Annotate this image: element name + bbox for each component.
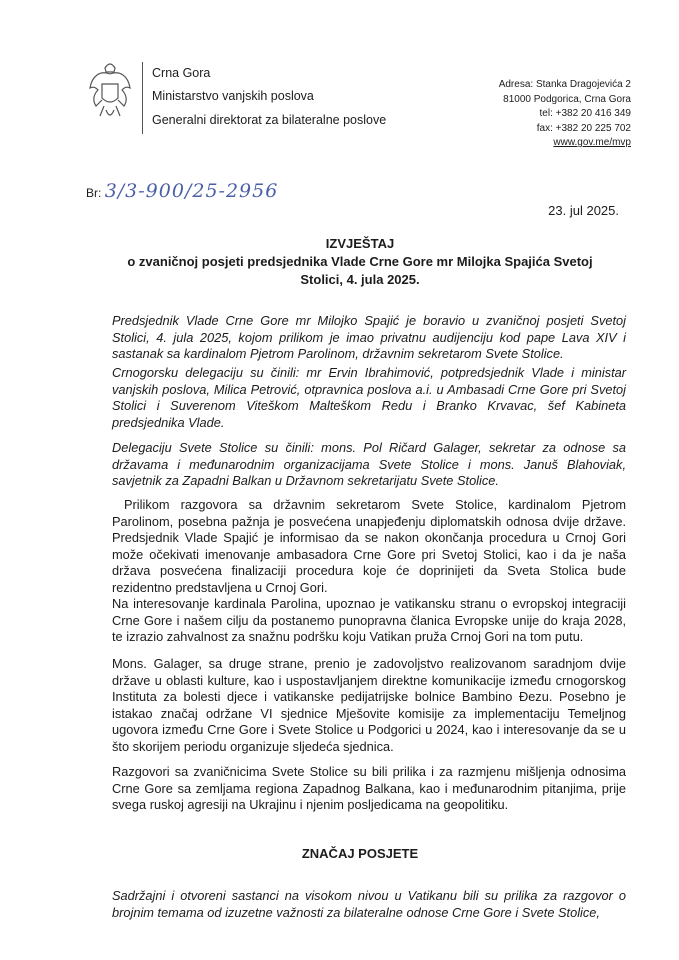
document-date: 23. jul 2025. [548, 203, 619, 218]
coat-of-arms-emblem [86, 60, 134, 124]
address-line: Adresa: Stanka Dragojevića 2 [498, 79, 631, 90]
header-divider [142, 62, 143, 134]
paragraph: Sadržajni i otvoreni sastanci na visokom nivou u Vatikanu bili su prilika za razgovor o brojnim temama od izuzetne važnosti za bilateralne odnose Crne Gore i Svete Stolice, [112, 888, 626, 920]
fax-line: fax: +382 20 225 702 [536, 122, 631, 134]
paragraph: Mons. Galager, sa druge strane, prenio je zadovoljstvo realizovanom saradnjom dvije države u oblasti kulture, kao i uspostavljanjem direktne komunikacije između crnogorskog Instituta za bolesti djece i vatikanske pedijatrijske bolnice Bambino Đezu. Posebno je istakao značaj održane VI sjednice Mješovite komisije za implementaciju Temeljnog ugovora između Crne Gore i Svete Stolice u Podgorici u 2024, kao i interesovanje da se u što skorijem periodu organizuje sljedeća sjednica. [112, 656, 626, 754]
section-heading: ZNAČAJ POSJETE [301, 846, 419, 861]
paragraph: Na interesovanje kardinala Parolina, upoznao je vatikansku stranu o evropskoj integraciji Crne Gore i našem cilju da postanemo punopravna članica Evropske unije do kraja 2028, te izrazio zahvalnost za snažnu podršku koju Vatikan pruža Crnoj Gori na tom putu. [112, 596, 626, 645]
paragraph: Crnogorsku delegaciju su činili: mr Ervin Ibrahimović, potpredsjednik Vlade i ministar vanjskih poslova, Milica Petrović, otpravnica poslova a.i. u Ambasadi Crne Gore pri Svetoj Stolici i Suverenom Viteškom Malteškom Redu i Branko Krvavac, šef Kabineta predsjednika Vlade. [112, 365, 626, 430]
handwritten-number: 3/3-900/25-2956 [104, 180, 279, 202]
document-subtitle [100, 253, 620, 289]
city-line: 81000 Podgorica, Crna Gora [503, 93, 631, 105]
reference-number [86, 180, 278, 202]
paragraph: Predsjednik Vlade Crne Gore mr Milojko Spajić je boravio u zvaničnoj posjeti Svetoj Stolici, 4. jula 2025, kojom prilikom je imao privatnu audijenciju kod pape Lava XIV i sastanak sa kardinalom Pjetrom Parolinom, državnim sekretarom Svete Stolice. [112, 313, 626, 362]
website-link[interactable]: www.gov.me/mvp [553, 137, 631, 148]
phone-line: tel: +382 20 416 349 [539, 108, 631, 119]
document-title: IZVJEŠTAJ [325, 236, 395, 251]
ministry-name: Ministarstvo vanjskih poslova [152, 89, 314, 103]
contact-block [499, 78, 631, 151]
country-name: Crna Gora [152, 66, 211, 80]
directorate-name: Generalni direktorat za bilateralne poslove [152, 113, 387, 127]
subtitle-line: Stolici, 4. jula 2025. [300, 272, 420, 287]
paragraph: Prilikom razgovora sa državnim sekretarom Svete Stolice, kardinalom Pjetrom Parolinom, posebna pažnja je posvećena unapjeđenju diplomatskih odnosa dvije države. Predsjednik Vlade Spajić je informisao da se nakon okončanja procedura u Crnoj Gori može očekivati imenovanje ambasadora Crne Gore pri Svetoj Stolici, kao i da je naša država posvećena finalizaciji procedura koje će doprinijeti da Sveta Stolica bude rezidentno predstavljena u Crnoj Gori. [112, 497, 626, 595]
paragraph: Delegaciju Svete Stolice su činili: mons. Pol Ričard Galager, sekretar za odnose sa državama i međunarodnim organizacijama Svete Stolice i mons. Januš Blahoviak, savjetnik za Zapadni Balkan u Državnom sekretarijatu Svete Stolice. [112, 440, 626, 489]
reference-label: Br: [86, 186, 102, 200]
subtitle-line: o zvaničnoj posjeti predsjednika Vlade Crne Gore mr Milojka Spajića Svetoj [127, 254, 593, 269]
paragraph: Razgovori sa zvaničnicima Svete Stolice su bili prilika i za razmjenu mišljenja odnosima Crne Gore sa zemljama regiona Zapadnog Balkana, kao i međunarodnim pitanjima, prije svega ruskoj agresiji na Ukrajinu i njenim posljedicama na geopolitiku. [112, 764, 626, 813]
